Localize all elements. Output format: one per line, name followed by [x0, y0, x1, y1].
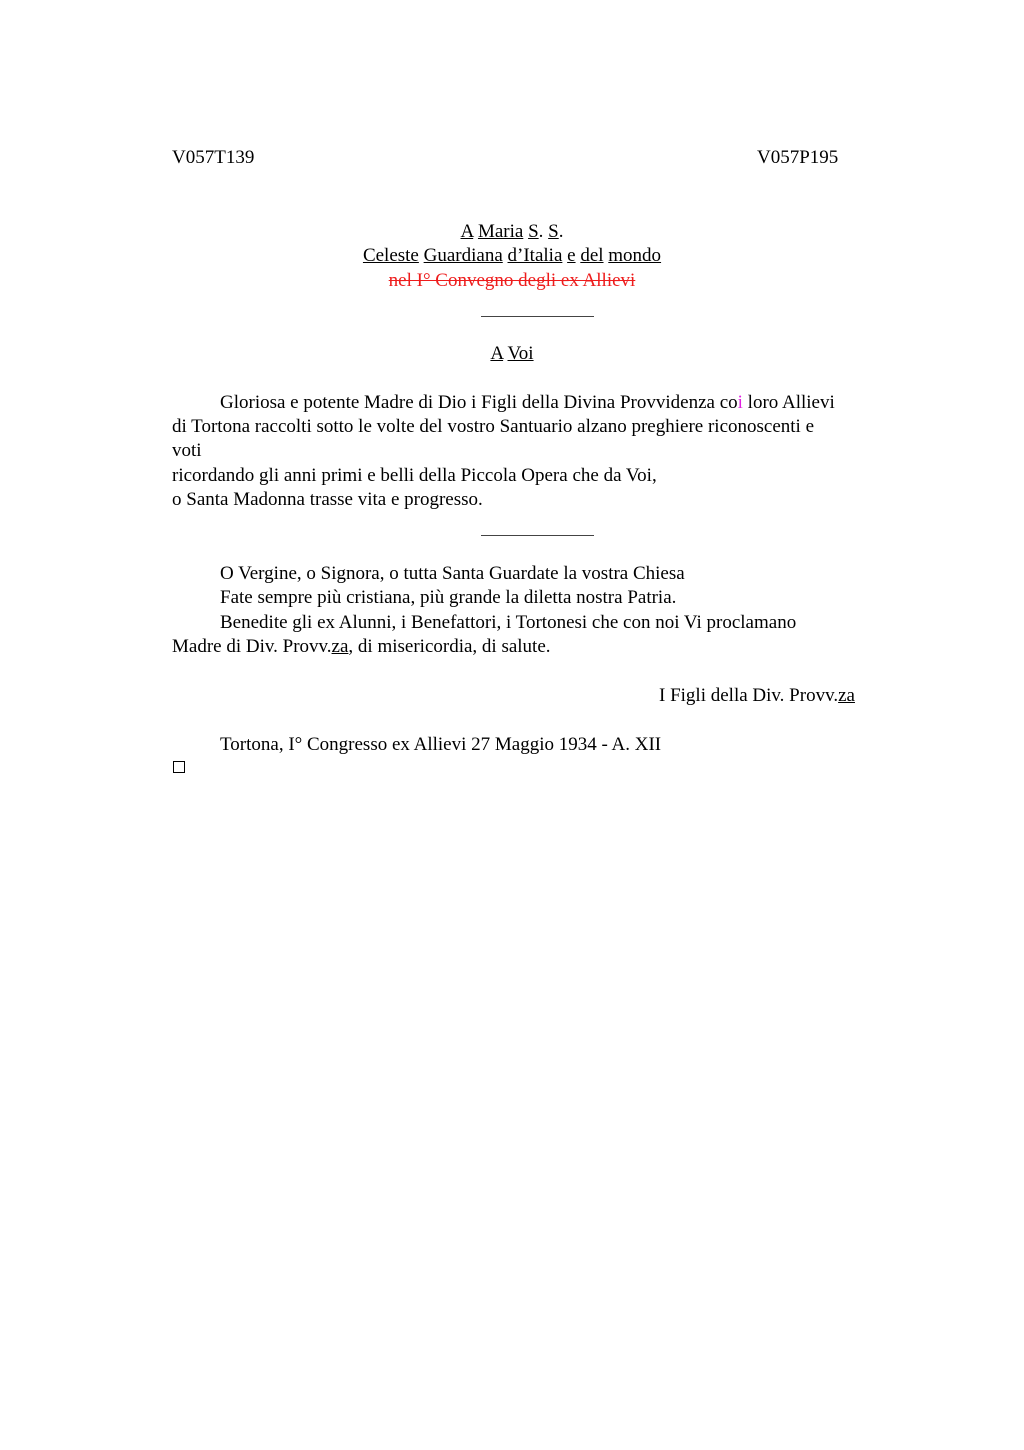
- title-word: S: [548, 221, 559, 242]
- title-line-3-struck: [0, 269, 1024, 293]
- struck-text: nel I° Convegno degli ex Allievi: [388, 270, 636, 291]
- title-word: mondo: [608, 245, 662, 266]
- paragraph-1-line-2: di Tortona raccolti sotto le volte del vostro Santuario alzano preghiere riconoscenti e: [172, 416, 815, 437]
- paragraph-1-line-5: o Santa Madonna trasse vita e progresso.: [172, 489, 483, 510]
- signature: I Figli della Div. Provv.za: [659, 685, 855, 706]
- checkbox-glyph: [173, 761, 185, 773]
- abbreviation-suffix: za: [331, 636, 349, 657]
- title-line-1: A Maria S. S.: [460, 221, 564, 242]
- header-left-code: V057T139: [172, 147, 255, 168]
- title-word: d’Italia: [507, 245, 563, 266]
- subtitle-word: A: [490, 343, 504, 364]
- paragraph-1-line-1: Gloriosa e potente Madre di Dio i Figli della Divina Provvidenza coi loro Allievi: [220, 392, 835, 413]
- title-word: S: [528, 221, 539, 242]
- paragraph-2-line-1: O Vergine, o Signora, o tutta Santa Guardate la vostra Chiesa: [220, 563, 685, 584]
- subtitle-word: Voi: [507, 343, 534, 364]
- title-word: Celeste: [362, 245, 419, 266]
- title-line-2: [0, 244, 1024, 268]
- title-word: A: [460, 221, 474, 242]
- title-word: del: [580, 245, 604, 266]
- highlighted-letter: i: [737, 392, 743, 413]
- dateline: Tortona, I° Congresso ex Allievi 27 Maggio 1934 - A. XII: [220, 734, 662, 755]
- abbreviation-suffix: za: [838, 685, 855, 706]
- title-word: Guardiana: [423, 245, 503, 266]
- title-word: Maria: [477, 221, 524, 242]
- paragraph-1-line-4: ricordando gli anni primi e belli della Piccola Opera che da Voi,: [172, 465, 657, 486]
- divider-rule: [481, 535, 594, 536]
- paragraph-2-line-2: Fate sempre più cristiana, più grande la diletta nostra Patria.: [220, 587, 677, 608]
- title-word: e: [567, 245, 576, 266]
- paragraph-2-line-4: Madre di Div. Provv.za, di misericordia, di salute.: [172, 636, 551, 657]
- subtitle: [0, 342, 1024, 366]
- paragraph-2-line-3: Benedite gli ex Alunni, i Benefattori, i Tortonesi che con noi Vi proclamano: [220, 612, 797, 633]
- divider-rule: [481, 316, 594, 317]
- header-right-code: V057P195: [757, 147, 839, 168]
- paragraph-1-line-3: voti: [172, 440, 202, 461]
